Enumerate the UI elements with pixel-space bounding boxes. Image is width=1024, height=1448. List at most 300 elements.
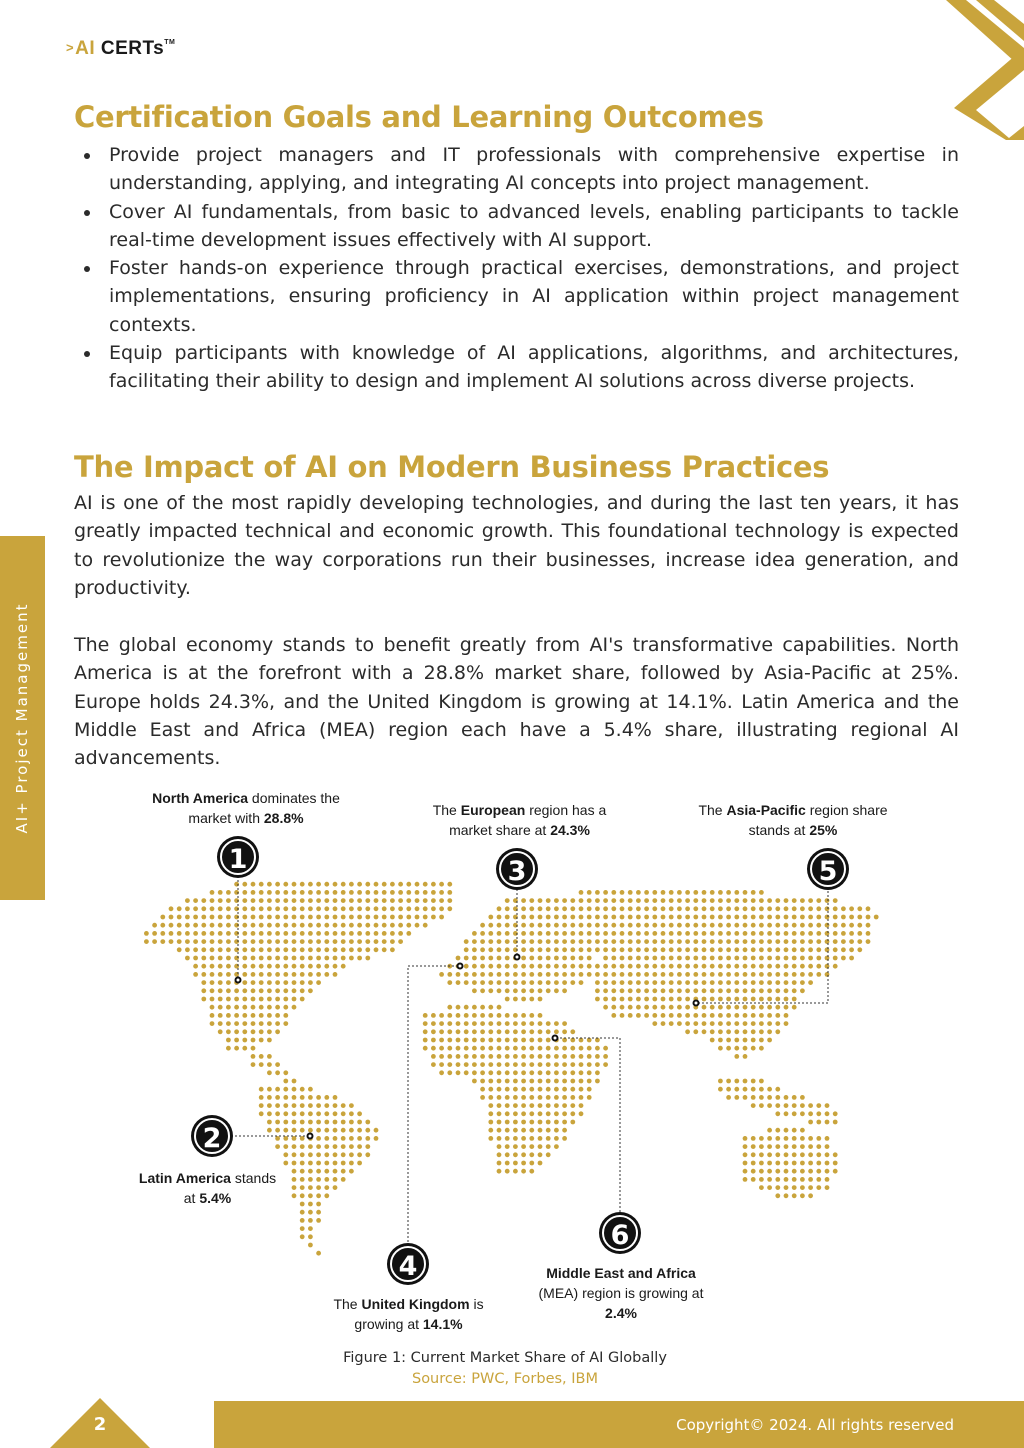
map-dot bbox=[374, 923, 379, 928]
map-dot bbox=[603, 997, 608, 1002]
map-dot bbox=[767, 1029, 772, 1034]
map-dot bbox=[226, 1005, 231, 1010]
map-dot bbox=[677, 898, 682, 903]
map-dot bbox=[365, 898, 370, 903]
map-dot bbox=[775, 1128, 780, 1133]
map-dot bbox=[472, 972, 477, 977]
map-dot bbox=[398, 890, 403, 895]
map-dot bbox=[251, 997, 256, 1002]
map-dot bbox=[685, 915, 690, 920]
map-dot bbox=[423, 882, 428, 887]
map-dot bbox=[201, 906, 206, 911]
map-dot bbox=[661, 890, 666, 895]
figure-caption: Figure 1: Current Market Share of AI Globally bbox=[343, 1350, 667, 1366]
map-dot bbox=[661, 915, 666, 920]
map-dot bbox=[816, 1169, 821, 1174]
map-dot bbox=[521, 1054, 526, 1059]
map-dot bbox=[341, 1169, 346, 1174]
map-dot bbox=[333, 915, 338, 920]
map-dot bbox=[210, 972, 215, 977]
map-dot bbox=[201, 956, 206, 961]
map-dot bbox=[316, 898, 321, 903]
map-dot bbox=[521, 980, 526, 985]
map-dot bbox=[497, 939, 502, 944]
map-dot bbox=[267, 988, 272, 993]
map-dot bbox=[242, 890, 247, 895]
map-dot bbox=[702, 915, 707, 920]
map-dot bbox=[751, 1079, 756, 1084]
map-dot bbox=[210, 931, 215, 936]
map-dot bbox=[275, 947, 280, 952]
map-dot bbox=[652, 980, 657, 985]
map-dot bbox=[759, 1038, 764, 1043]
map-dot bbox=[538, 988, 543, 993]
map-dot bbox=[628, 980, 633, 985]
map-dot bbox=[792, 956, 797, 961]
map-dot bbox=[283, 972, 288, 977]
map-dot bbox=[169, 906, 174, 911]
map-dot bbox=[767, 906, 772, 911]
map-dot bbox=[497, 906, 502, 911]
map-dot bbox=[259, 915, 264, 920]
map-dot bbox=[759, 956, 764, 961]
map-dot bbox=[685, 1029, 690, 1034]
map-dot bbox=[825, 1169, 830, 1174]
map-dot bbox=[669, 972, 674, 977]
map-dot bbox=[308, 1243, 313, 1248]
map-dot bbox=[587, 931, 592, 936]
map-dot bbox=[275, 988, 280, 993]
map-dot bbox=[784, 1111, 789, 1116]
map-dot bbox=[292, 1087, 297, 1092]
map-dot bbox=[349, 906, 354, 911]
map-dot bbox=[210, 980, 215, 985]
map-dot bbox=[382, 882, 387, 887]
map-dot bbox=[456, 956, 461, 961]
map-dot bbox=[554, 980, 559, 985]
map-dot bbox=[242, 939, 247, 944]
map-dot bbox=[488, 988, 493, 993]
map-dot bbox=[300, 931, 305, 936]
map-dot bbox=[775, 1021, 780, 1026]
map-dot bbox=[300, 988, 305, 993]
map-dot bbox=[341, 1144, 346, 1149]
map-dot bbox=[784, 1161, 789, 1166]
map-dot bbox=[784, 1177, 789, 1182]
map-dot bbox=[603, 947, 608, 952]
map-dot bbox=[677, 1013, 682, 1018]
map-dot bbox=[800, 1128, 805, 1133]
map-dot bbox=[201, 980, 206, 985]
map-dot bbox=[767, 947, 772, 952]
goals-list bbox=[74, 141, 959, 396]
map-dot bbox=[488, 915, 493, 920]
map-dot bbox=[562, 988, 567, 993]
map-dot bbox=[718, 1005, 723, 1010]
map-dot bbox=[447, 1029, 452, 1034]
map-dot bbox=[447, 980, 452, 985]
map-dot bbox=[841, 939, 846, 944]
map-dot bbox=[226, 890, 231, 895]
map-dot bbox=[726, 1095, 731, 1100]
map-dot bbox=[308, 956, 313, 961]
map-dot bbox=[734, 1038, 739, 1043]
map-dot bbox=[620, 906, 625, 911]
map-dot bbox=[734, 906, 739, 911]
map-dot bbox=[849, 956, 854, 961]
map-dot bbox=[603, 980, 608, 985]
map-dot bbox=[431, 1054, 436, 1059]
map-dot bbox=[767, 1185, 772, 1190]
map-dot bbox=[521, 1070, 526, 1075]
map-dot bbox=[316, 1185, 321, 1190]
map-dot bbox=[759, 1152, 764, 1157]
map-dot bbox=[283, 947, 288, 952]
map-dot bbox=[185, 906, 190, 911]
map-dot bbox=[497, 1087, 502, 1092]
map-dot bbox=[464, 1029, 469, 1034]
map-dot bbox=[505, 1095, 510, 1100]
map-dot bbox=[259, 1095, 264, 1100]
map-dot bbox=[488, 1120, 493, 1125]
map-dot bbox=[784, 931, 789, 936]
map-dot bbox=[251, 947, 256, 952]
map-dot bbox=[283, 964, 288, 969]
map-dot bbox=[242, 947, 247, 952]
map-dot bbox=[628, 988, 633, 993]
map-dot bbox=[693, 980, 698, 985]
map-dot bbox=[472, 939, 477, 944]
map-dot bbox=[341, 923, 346, 928]
map-dot bbox=[283, 1079, 288, 1084]
map-dot bbox=[751, 1136, 756, 1141]
map-dot bbox=[546, 1087, 551, 1092]
map-dot bbox=[267, 923, 272, 928]
map-dot bbox=[447, 1021, 452, 1026]
map-dot bbox=[784, 923, 789, 928]
map-dot bbox=[538, 1103, 543, 1108]
map-dot bbox=[718, 1079, 723, 1084]
map-dot bbox=[341, 939, 346, 944]
map-dot bbox=[259, 980, 264, 985]
map-dot bbox=[300, 1234, 305, 1239]
map-dot bbox=[464, 956, 469, 961]
map-dot bbox=[382, 890, 387, 895]
map-dot bbox=[308, 898, 313, 903]
map-dot bbox=[341, 890, 346, 895]
map-dot bbox=[242, 906, 247, 911]
map-dot bbox=[620, 956, 625, 961]
map-dot bbox=[685, 972, 690, 977]
map-dot bbox=[333, 1095, 338, 1100]
map-dot bbox=[513, 1046, 518, 1051]
map-dot bbox=[816, 947, 821, 952]
map-dot bbox=[316, 890, 321, 895]
map-dot bbox=[857, 906, 862, 911]
map-dot bbox=[734, 939, 739, 944]
list-item: Equip participants with knowledge of AI applications, algorithms, and architectures, facilitating their ability to design and implement AI solutions across diverse projects. bbox=[74, 339, 959, 396]
map-dot bbox=[349, 1161, 354, 1166]
map-dot bbox=[521, 939, 526, 944]
map-dot bbox=[341, 898, 346, 903]
map-dot bbox=[341, 915, 346, 920]
map-dot bbox=[628, 964, 633, 969]
copyright-text: Copyright© 2024. All rights reserved bbox=[676, 1416, 954, 1434]
map-dot bbox=[275, 1021, 280, 1026]
map-dot bbox=[767, 1169, 772, 1174]
map-dot bbox=[316, 1120, 321, 1125]
map-dot bbox=[710, 1038, 715, 1043]
map-dot bbox=[251, 980, 256, 985]
map-dot bbox=[743, 939, 748, 944]
map-dot bbox=[759, 1185, 764, 1190]
map-dot bbox=[472, 1029, 477, 1034]
map-dot bbox=[226, 988, 231, 993]
map-dot bbox=[644, 915, 649, 920]
map-dot bbox=[521, 1029, 526, 1034]
callout-marker-3 bbox=[496, 848, 538, 890]
map-dot bbox=[333, 1144, 338, 1149]
map-dot bbox=[808, 1144, 813, 1149]
map-dot bbox=[825, 964, 830, 969]
map-dot bbox=[300, 1128, 305, 1133]
map-dot bbox=[374, 1128, 379, 1133]
map-dot bbox=[300, 964, 305, 969]
map-dot bbox=[562, 1128, 567, 1133]
map-dot bbox=[374, 882, 379, 887]
map-dot bbox=[816, 1161, 821, 1166]
map-dot bbox=[554, 939, 559, 944]
map-dot bbox=[259, 1087, 264, 1092]
map-dot bbox=[767, 1144, 772, 1149]
map-dot bbox=[669, 1013, 674, 1018]
map-dot bbox=[579, 931, 584, 936]
map-dot bbox=[734, 964, 739, 969]
map-dot bbox=[808, 1120, 813, 1125]
map-dot bbox=[324, 1136, 329, 1141]
map-dot bbox=[316, 1251, 321, 1256]
map-dot bbox=[816, 964, 821, 969]
map-dot bbox=[661, 923, 666, 928]
map-dot bbox=[456, 1013, 461, 1018]
map-dot bbox=[833, 1169, 838, 1174]
map-dot bbox=[718, 964, 723, 969]
map-dot bbox=[357, 1144, 362, 1149]
map-dot bbox=[447, 972, 452, 977]
map-dot bbox=[513, 980, 518, 985]
map-dot bbox=[628, 1013, 633, 1018]
map-dot bbox=[595, 939, 600, 944]
map-dot bbox=[816, 1136, 821, 1141]
map-dot bbox=[316, 956, 321, 961]
map-dot bbox=[464, 1013, 469, 1018]
map-dot bbox=[587, 1070, 592, 1075]
map-dot bbox=[357, 947, 362, 952]
map-dot bbox=[480, 964, 485, 969]
map-dot bbox=[464, 1005, 469, 1010]
map-dot bbox=[603, 890, 608, 895]
map-dot bbox=[538, 1062, 543, 1067]
map-dot bbox=[259, 890, 264, 895]
map-dot bbox=[529, 988, 534, 993]
map-dot bbox=[767, 980, 772, 985]
map-dot bbox=[259, 882, 264, 887]
map-dot bbox=[267, 1054, 272, 1059]
map-dot bbox=[308, 1103, 313, 1108]
map-dot bbox=[292, 988, 297, 993]
map-dot bbox=[767, 1095, 772, 1100]
map-dot bbox=[579, 980, 584, 985]
map-dot bbox=[743, 1021, 748, 1026]
map-dot bbox=[562, 1120, 567, 1125]
map-dot bbox=[775, 1087, 780, 1092]
map-dot bbox=[497, 1038, 502, 1043]
map-dot bbox=[784, 997, 789, 1002]
map-dot bbox=[308, 1169, 313, 1174]
map-dot bbox=[488, 972, 493, 977]
map-dot bbox=[529, 923, 534, 928]
map-dot bbox=[808, 915, 813, 920]
map-dot bbox=[382, 939, 387, 944]
map-dot bbox=[841, 906, 846, 911]
map-dot bbox=[529, 1103, 534, 1108]
map-dot bbox=[587, 972, 592, 977]
map-dot bbox=[808, 1193, 813, 1198]
map-dot bbox=[300, 923, 305, 928]
map-dot bbox=[406, 915, 411, 920]
map-dot bbox=[521, 988, 526, 993]
map-dot bbox=[611, 939, 616, 944]
map-dot bbox=[734, 898, 739, 903]
map-dot bbox=[324, 923, 329, 928]
map-dot bbox=[275, 964, 280, 969]
map-dot bbox=[259, 923, 264, 928]
map-dot bbox=[242, 964, 247, 969]
map-dot bbox=[283, 988, 288, 993]
map-dot bbox=[751, 898, 756, 903]
map-dot bbox=[685, 964, 690, 969]
map-dot bbox=[292, 1005, 297, 1010]
map-dot bbox=[784, 1095, 789, 1100]
map-dot bbox=[226, 923, 231, 928]
map-dot bbox=[620, 988, 625, 993]
map-dot bbox=[267, 980, 272, 985]
map-dot bbox=[759, 1029, 764, 1034]
map-dot bbox=[743, 1005, 748, 1010]
map-dot bbox=[316, 915, 321, 920]
map-dot bbox=[185, 915, 190, 920]
map-dot bbox=[447, 882, 452, 887]
map-dot bbox=[259, 1013, 264, 1018]
map-dot bbox=[800, 1193, 805, 1198]
map-dot bbox=[226, 1021, 231, 1026]
map-dot bbox=[587, 1046, 592, 1051]
map-dot bbox=[177, 915, 182, 920]
map-dot bbox=[488, 964, 493, 969]
map-dot bbox=[505, 1111, 510, 1116]
map-dot bbox=[751, 1021, 756, 1026]
map-dot bbox=[587, 1087, 592, 1092]
map-dot bbox=[152, 939, 157, 944]
map-dot bbox=[734, 1021, 739, 1026]
map-dot bbox=[784, 1136, 789, 1141]
map-dot bbox=[751, 1177, 756, 1182]
map-dot bbox=[611, 915, 616, 920]
map-dot bbox=[497, 964, 502, 969]
map-dot bbox=[685, 988, 690, 993]
map-dot bbox=[562, 1046, 567, 1051]
map-dot bbox=[751, 1046, 756, 1051]
map-dot bbox=[292, 1111, 297, 1116]
map-dot bbox=[718, 947, 723, 952]
map-dot bbox=[308, 1218, 313, 1223]
map-dot bbox=[644, 931, 649, 936]
map-dot bbox=[759, 980, 764, 985]
map-dot bbox=[792, 1169, 797, 1174]
map-dot bbox=[226, 947, 231, 952]
map-dot bbox=[267, 882, 272, 887]
map-dot bbox=[472, 931, 477, 936]
map-dot bbox=[702, 997, 707, 1002]
map-dot bbox=[751, 1029, 756, 1034]
map-dot bbox=[275, 1070, 280, 1075]
map-dot bbox=[374, 906, 379, 911]
map-dot bbox=[242, 1046, 247, 1051]
map-dot bbox=[218, 1005, 223, 1010]
map-dot bbox=[538, 1095, 543, 1100]
map-dot bbox=[324, 964, 329, 969]
map-dot bbox=[693, 947, 698, 952]
map-dot bbox=[177, 906, 182, 911]
map-dot bbox=[308, 915, 313, 920]
map-dot bbox=[800, 980, 805, 985]
map-dot bbox=[693, 964, 698, 969]
map-dot bbox=[587, 939, 592, 944]
map-dot bbox=[775, 923, 780, 928]
map-dot bbox=[538, 972, 543, 977]
map-dot bbox=[620, 980, 625, 985]
callout-europe: The European region has a market share at 24.3% bbox=[432, 802, 607, 838]
map-dot bbox=[603, 1054, 608, 1059]
map-dot bbox=[620, 890, 625, 895]
map-dot bbox=[808, 947, 813, 952]
map-dot bbox=[251, 939, 256, 944]
map-dot bbox=[562, 1029, 567, 1034]
map-dot bbox=[300, 1144, 305, 1149]
map-dot bbox=[497, 931, 502, 936]
map-dot bbox=[734, 988, 739, 993]
map-dot bbox=[775, 898, 780, 903]
map-dot bbox=[251, 890, 256, 895]
map-dot bbox=[283, 1144, 288, 1149]
map-dot bbox=[505, 915, 510, 920]
map-dot bbox=[661, 939, 666, 944]
map-dot bbox=[603, 1005, 608, 1010]
map-dot bbox=[554, 906, 559, 911]
map-dot bbox=[538, 931, 543, 936]
map-dot bbox=[652, 915, 657, 920]
map-dot bbox=[529, 1120, 534, 1125]
map-dot bbox=[825, 906, 830, 911]
map-dot bbox=[546, 931, 551, 936]
map-dot bbox=[702, 1021, 707, 1026]
map-dot bbox=[283, 906, 288, 911]
map-dot bbox=[316, 939, 321, 944]
map-dot bbox=[480, 1087, 485, 1092]
map-dot bbox=[505, 939, 510, 944]
map-dot bbox=[784, 898, 789, 903]
map-dot bbox=[275, 1103, 280, 1108]
